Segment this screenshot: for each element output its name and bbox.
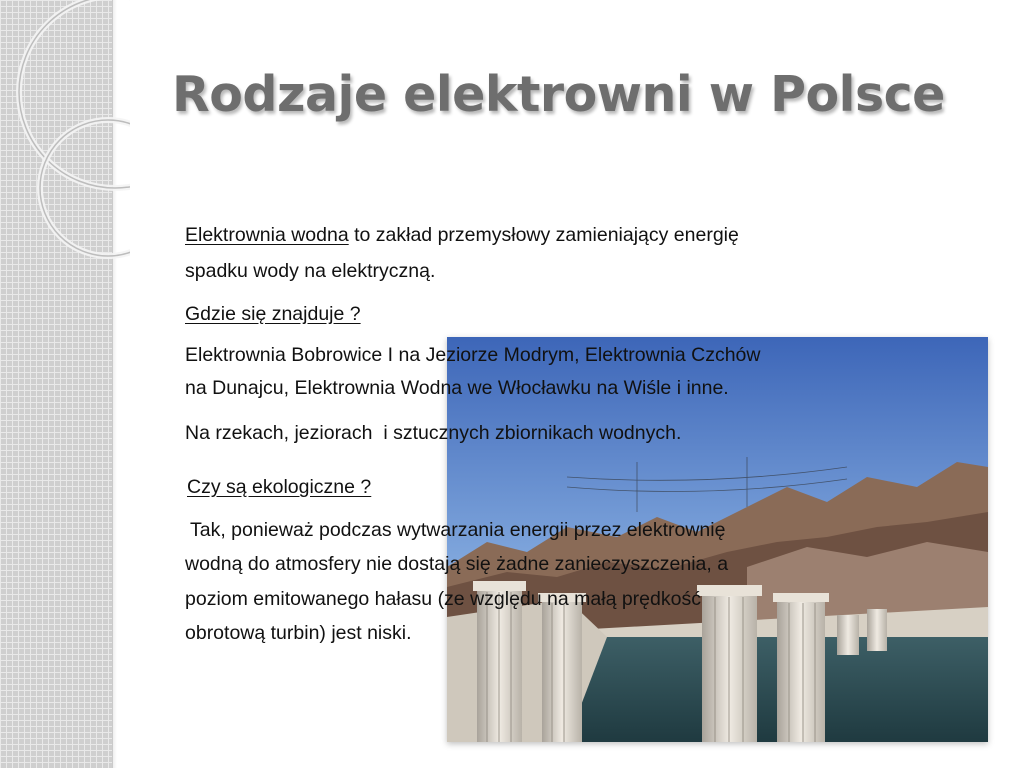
eco-line-4: obrotową turbin) jest niski. xyxy=(185,622,412,644)
eco-line-2: wodną do atmosfery nie dostają się żadne zanieczyszczenia, a xyxy=(185,553,729,575)
where-line-2: na Dunajcu, Elektrownia Wodna we Włocławku na Wiśle i inne. xyxy=(185,377,729,399)
definition-term: Elektrownia wodna xyxy=(185,224,349,246)
eco-line-3: poziom emitowanego hałasu (ze względu na małą prędkość xyxy=(185,588,701,610)
where-line-3: Na rzekach, jeziorach i sztucznych zbiornikach wodnych. xyxy=(185,422,682,444)
definition-line-2: spadku wody na elektryczną. xyxy=(185,260,436,282)
definition-text: to zakład przemysłowy zamieniający energię xyxy=(348,224,739,246)
eco-heading: Czy są ekologiczne ? xyxy=(187,476,372,498)
definition-line-1 xyxy=(185,218,739,252)
where-line-1: Elektrownia Bobrowice I na Jeziorze Modrym, Elektrownia Czchów xyxy=(185,344,761,366)
where-heading: Gdzie się znajduje ? xyxy=(185,303,361,325)
eco-line-1: Tak, ponieważ podczas wytwarzania energii przez elektrownię xyxy=(190,519,726,541)
slide-title: Rodzaje elektrowni w Polsce xyxy=(172,66,945,123)
